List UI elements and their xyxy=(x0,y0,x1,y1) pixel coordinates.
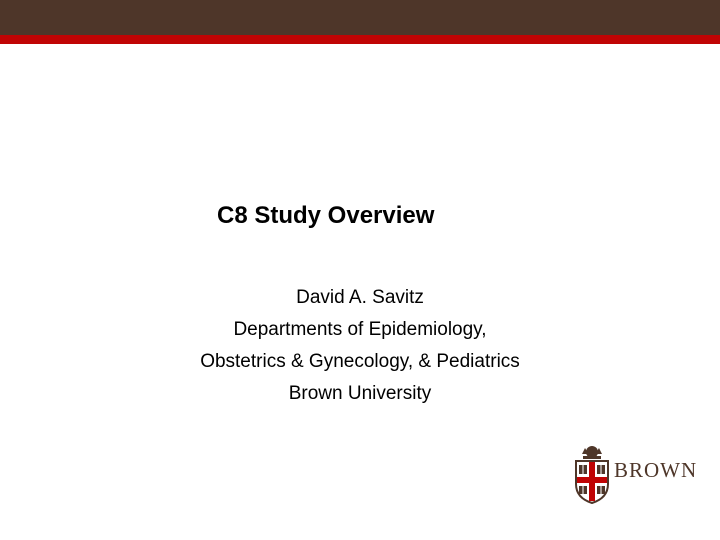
author-department-continued: Obstetrics & Gynecology, & Pediatrics xyxy=(200,351,520,372)
author-name: David A. Savitz xyxy=(296,287,424,308)
author-institution: Brown University xyxy=(288,383,432,404)
slide-title: C8 Study Overview xyxy=(217,202,435,229)
brown-wordmark: BROWN xyxy=(614,458,698,482)
brown-university-shield-icon xyxy=(574,444,610,504)
author-block xyxy=(0,282,720,410)
header-band xyxy=(0,0,720,35)
brown-logo xyxy=(574,444,698,504)
header-stripe xyxy=(0,35,720,44)
author-department: Departments of Epidemiology, xyxy=(233,319,487,340)
